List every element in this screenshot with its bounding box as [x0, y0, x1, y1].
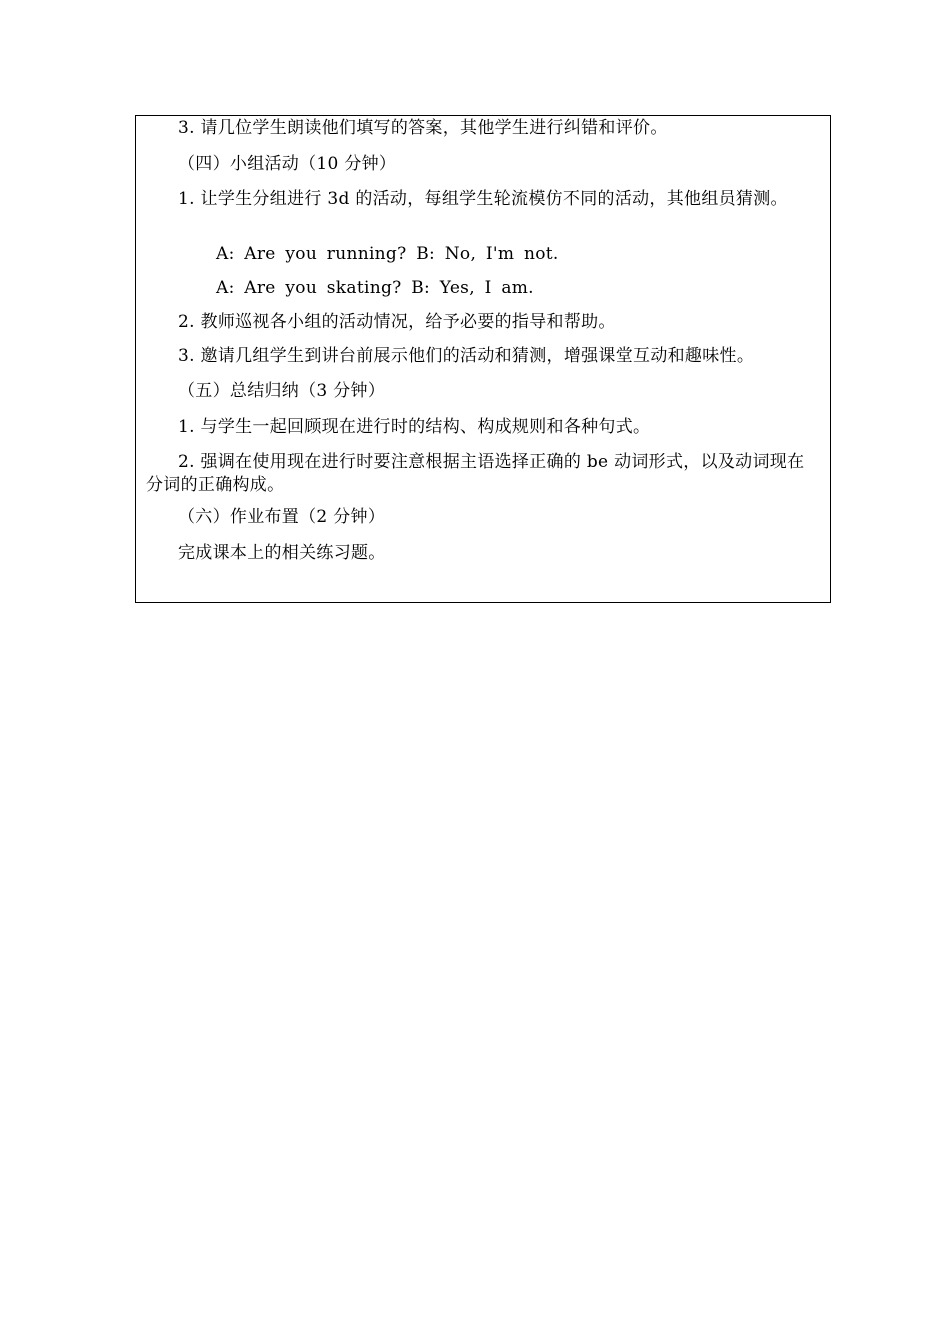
paragraph-step-2-emphasize: 2. 强调在使用现在进行时要注意根据主语选择正确的 be 动词形式，以及动词现在分词的正确构成。	[146, 452, 805, 495]
dialog-line-skating: A: Are you skating? B: Yes, I am.	[216, 278, 534, 298]
paragraph-step-3-read-answers: 3. 请几位学生朗读他们填写的答案，其他学生进行纠错和评价。	[178, 118, 668, 138]
paragraph-step-1-group-3d: 1. 让学生分组进行 3d 的活动，每组学生轮流模仿不同的活动，其他组员猜测。	[178, 189, 788, 209]
paragraph-homework-task: 完成课本上的相关练习题。	[178, 543, 386, 563]
section-heading-summary: （五）总结归纳（3 分钟）	[178, 381, 386, 401]
paragraph-step-1-review: 1. 与学生一起回顾现在进行时的结构、构成规则和各种句式。	[178, 417, 651, 437]
paragraph-step-2-teacher-patrol: 2. 教师巡视各小组的活动情况，给予必要的指导和帮助。	[178, 312, 616, 332]
dialog-line-running: A: Are you running? B: No, I'm not.	[216, 244, 559, 264]
section-heading-group-activity: （四）小组活动（10 分钟）	[178, 154, 397, 174]
paragraph-step-3-present: 3. 邀请几组学生到讲台前展示他们的活动和猜测，增强课堂互动和趣味性。	[178, 346, 755, 366]
section-heading-homework: （六）作业布置（2 分钟）	[178, 507, 386, 527]
lesson-plan-table-cell	[135, 115, 831, 603]
